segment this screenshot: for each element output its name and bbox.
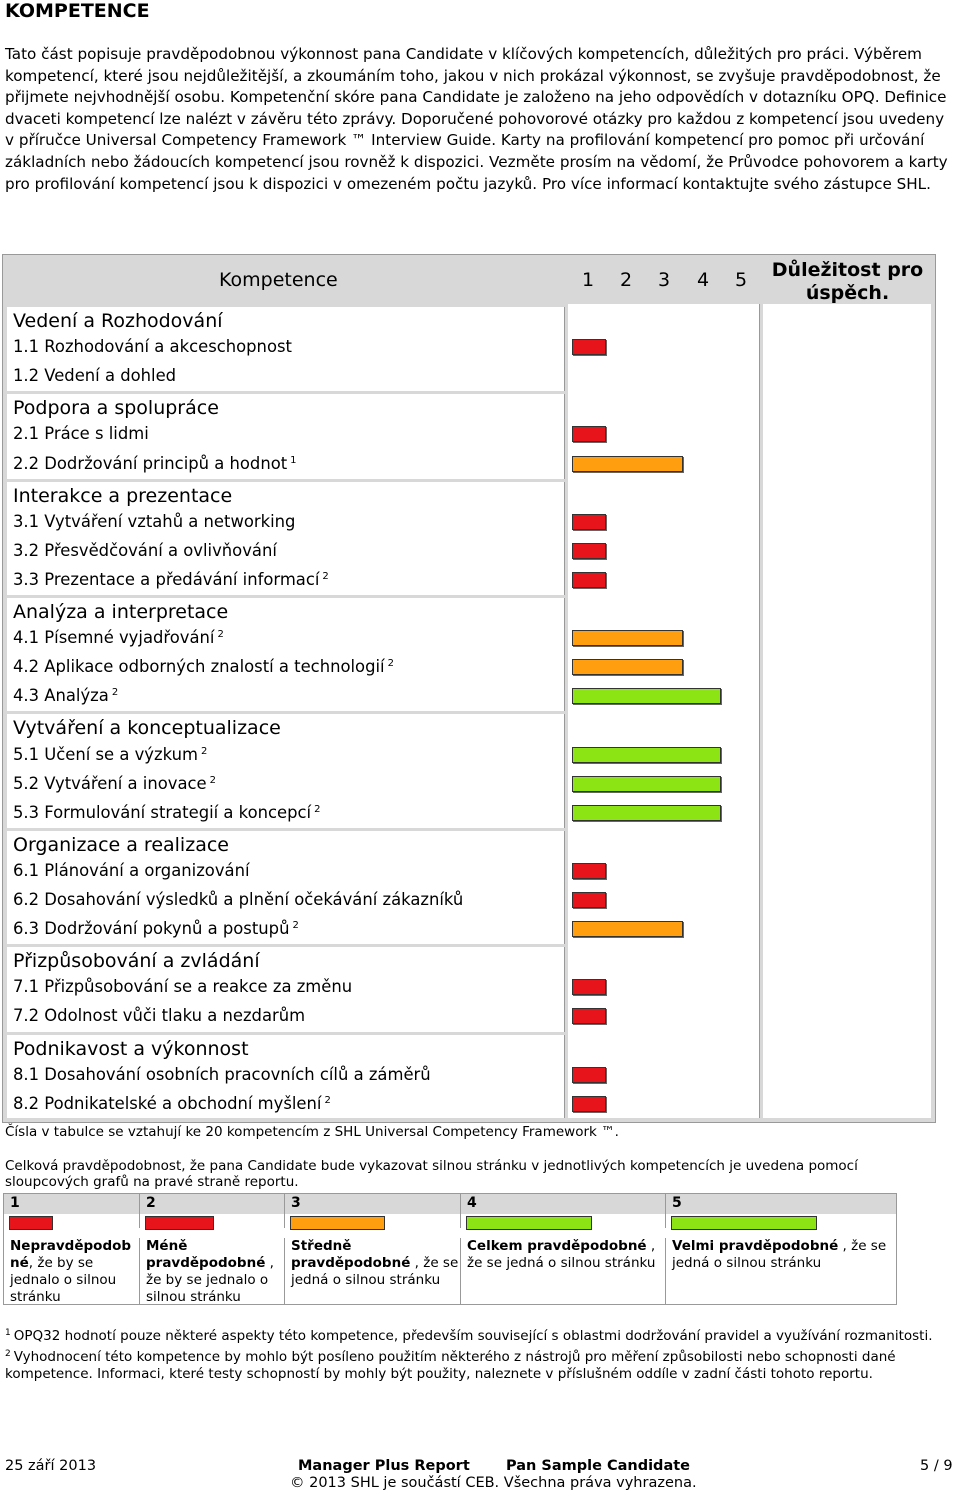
legend-rest: , že by se jednalo o silnou stránku: [146, 1255, 274, 1305]
competency-row: [7, 420, 565, 449]
competency-row: [7, 1090, 565, 1119]
score-bar: [572, 572, 606, 588]
category-row: [7, 595, 565, 624]
competency-table: [2, 254, 936, 1123]
competency-label: 2.2 Dodržování principů a hodnot $^1$: [13, 453, 297, 473]
competency-row: [7, 973, 565, 1002]
footer-page: 5 / 9: [920, 1458, 953, 1474]
footnote-mark: 2: [387, 658, 394, 670]
competency-label: 8.1 Dosahování osobních pracovních cílů a záměrů: [13, 1064, 431, 1084]
category-label: Přizpůsobování a zvládání: [13, 950, 260, 973]
category-label: Organizace a realizace: [13, 833, 229, 856]
footnote-mark: 2: [322, 570, 329, 582]
competency-row: [7, 450, 565, 479]
footnote-2: [5, 1346, 950, 1384]
competency-label: 3.2 Přesvědčování a ovlivňování: [13, 540, 277, 560]
scale-1: 1: [581, 269, 595, 291]
legend-header-2: 2: [140, 1194, 285, 1214]
score-bar: [572, 1096, 606, 1112]
competency-row: [7, 362, 565, 391]
competency-row: [7, 799, 565, 828]
legend-term: Velmi pravděpodobné: [672, 1238, 839, 1254]
legend-description: [4, 1238, 140, 1305]
intro-part-3: Karty na profilování kompetencí pro pomoc při určování základních nebo žádoucích kompetencí jsou rovněž k dispozici. Vezměte prosím na vědomí, že Průvodce pohovorem a karty pro profilování kompetencí jsou k dispozici v omezeném počtu jazyků. Pro více informací kontaktujte svého zástupce SHL.: [5, 131, 948, 193]
competency-row: [7, 537, 565, 566]
scale-5: 5: [734, 269, 748, 291]
competency-row: [7, 508, 565, 537]
legend-term: Celkem pravděpodobné: [467, 1238, 647, 1254]
competency-label: 3.1 Vytváření vztahů a networking: [13, 511, 296, 531]
category-label: Vytváření a konceptualizace: [13, 717, 281, 740]
scale-3: 3: [657, 269, 671, 291]
score-bar: [572, 630, 683, 646]
score-bar: [572, 921, 683, 937]
competency-row: [7, 741, 565, 770]
score-bars: [568, 304, 760, 1118]
legend-bar: [145, 1216, 214, 1230]
footnote-mark-1: 1: [5, 1328, 11, 1338]
legend-rest: , že by se jednalo o silnou stránku: [10, 1255, 117, 1305]
legend-description: [285, 1238, 461, 1305]
footnote-text-1: OPQ32 hodnotí pouze některé aspekty této kompetence, především související s oblastmi dodržování pravidel a využívání rozmanitosti.: [13, 1328, 933, 1344]
competency-label: 2.1 Práce s lidmi: [13, 424, 149, 444]
legend-bar: [9, 1216, 53, 1230]
competency-label: 1.2 Vedení a dohled: [13, 366, 177, 386]
category-row: [7, 944, 565, 973]
legend-header-1: 1: [4, 1194, 140, 1214]
scale-2: 2: [619, 269, 633, 291]
competency-row: [7, 682, 565, 711]
category-row: [7, 304, 565, 333]
legend-description: [666, 1238, 897, 1305]
footnote-text-2: Vyhodnocení této kompetence by mohlo být posíleno použitím některého z nástrojů pro měření způsobilosti nebo schopnosti dané kompetence. Informaci, které testy schopností by mohly být použity, naleznete v příslušném oddíle v zadní části tohoto reportu.: [5, 1348, 896, 1382]
header-importance: Důležitost pro úspěch.: [771, 259, 924, 304]
competency-label: 1.1 Rozhodování a akceschopnost: [13, 337, 292, 357]
score-bar: [572, 659, 683, 675]
intro-part-2: Kompetenční skóre pana Candidate je založeno na jeho odpovědích v dotazníku OPQ. Definice dvaceti kompetencí lze nalézt v závěru této zprávy. Doporučené pohovorové otázky pro každou z kompetencí jsou uvedeny v příručce Universal Competency Framework ™ Interview Guide.: [5, 88, 947, 150]
legend-bar-cell: [666, 1214, 897, 1228]
category-label: Podnikavost a výkonnost: [13, 1037, 249, 1060]
competency-names: [7, 304, 565, 1118]
footnote-mark: 2: [292, 920, 299, 932]
competency-row: [7, 333, 565, 362]
score-bar: [572, 339, 606, 355]
footnote-mark-2: 2: [5, 1348, 11, 1359]
category-row: [7, 479, 565, 508]
importance-column: [763, 304, 931, 1118]
legend-term: Nepravděpodob né: [10, 1238, 132, 1271]
legend-rest: , že se jedná o silnou stránku: [467, 1238, 656, 1271]
page-title: KOMPETENCE: [5, 0, 150, 22]
legend-bar-cell: [140, 1214, 285, 1228]
competency-label: 5.2 Vytváření a inovace $^2$: [13, 773, 216, 793]
legend-header-3: 3: [285, 1194, 461, 1214]
footer-copyright: © 2013 SHL je součástí CEB. Všechna práva vyhrazena.: [290, 1475, 697, 1491]
footer-report: Manager Plus Report: [298, 1458, 470, 1474]
competency-row: [7, 886, 565, 915]
table-footnote: Čísla v tabulce se vztahují ke 20 kompetencím z SHL Universal Competency Framework ™.: [5, 1124, 619, 1140]
legend-bar: [466, 1216, 592, 1230]
competency-label: 7.2 Odolnost vůči tlaku a nezdarům: [13, 1006, 306, 1026]
competency-row: [7, 915, 565, 944]
footer-date: 25 září 2013: [5, 1458, 97, 1474]
competency-label: 4.2 Aplikace odborných znalostí a technologií $^2$: [13, 657, 394, 677]
legend-term: Méně pravděpodobné: [146, 1238, 266, 1271]
footnote-mark: 2: [209, 774, 216, 786]
competency-label: 6.3 Dodržování pokynů a postupů $^2$: [13, 919, 299, 939]
competency-row: [7, 1061, 565, 1090]
competency-label: 5.1 Učení se a výzkum $^2$: [13, 744, 208, 764]
footnote-1: [5, 1325, 950, 1346]
score-bar: [572, 1008, 606, 1024]
legend-intro: Celková pravděpodobnost, že pana Candidate bude vykazovat silnou stránku v jednotlivých kompetencích je uvedena pomocí sloupcových grafů na pravé straně reportu.: [5, 1158, 858, 1190]
footnote-mark: 2: [314, 803, 321, 815]
footer-candidate: Pan Sample Candidate: [506, 1458, 690, 1474]
score-bar: [572, 456, 683, 472]
legend-header-5: 5: [666, 1194, 897, 1214]
competency-row: [7, 624, 565, 653]
legend-bar-cell: [285, 1214, 461, 1228]
table-header: [7, 257, 931, 303]
competency-row: [7, 770, 565, 799]
header-competence: Kompetence: [219, 269, 338, 291]
competency-row: [7, 653, 565, 682]
footnote-mark: 2: [217, 629, 224, 641]
legend-rest: , že se jedná o silnou stránku: [672, 1238, 887, 1271]
competency-row: [7, 857, 565, 886]
footnote-mark: 2: [200, 745, 208, 757]
legend-bar: [290, 1216, 385, 1230]
competency-label: 6.2 Dosahování výsledků a plnění očekávání zákazníků: [13, 890, 464, 909]
footnote-mark: 2: [111, 687, 119, 699]
score-bar: [572, 688, 721, 704]
score-bar: [572, 543, 606, 559]
score-bar: [572, 1067, 606, 1083]
legend-rest: , že se jedná o silnou stránku: [291, 1255, 459, 1288]
intro-paragraph: [5, 44, 953, 195]
score-bar: [572, 863, 606, 879]
legend-term: Středně pravděpodobné: [291, 1238, 411, 1271]
competency-label: 8.2 Podnikatelské a obchodní myšlení $^2$: [13, 1093, 331, 1113]
intro-part-1: Tato část popisuje pravděpodobnou výkonnost pana Candidate v klíčových kompetencích, důležitých pro práci. Výběrem kompetencí, které jsou nejdůležitější, a zkoumáním toho, jakou v nich prokázal výkonnost, se zvyšuje pravděpodobnost, že přijmete nejvhodnější osobu.: [5, 45, 941, 107]
category-label: Analýza a interpretace: [13, 601, 229, 623]
score-bar: [572, 426, 606, 442]
legend-bar: [671, 1216, 817, 1230]
scale-4: 4: [696, 269, 710, 291]
category-row: [7, 711, 565, 740]
legend-bar-cell: [4, 1214, 140, 1228]
score-legend: [3, 1193, 897, 1305]
footnotes: [5, 1325, 950, 1384]
category-row: [7, 828, 565, 857]
category-label: Vedení a Rozhodování: [13, 310, 223, 332]
score-bar: [572, 979, 606, 995]
competency-label: 3.3 Prezentace a předávání informací $^2$: [13, 569, 329, 589]
competency-label: 5.3 Formulování strategií a koncepcí $^2$: [13, 802, 321, 822]
legend-description: [140, 1238, 285, 1305]
category-row: [7, 1032, 565, 1061]
score-bar: [572, 776, 721, 792]
competency-label: 4.1 Písemné vyjadřování $^2$: [13, 628, 224, 648]
legend-header-4: 4: [461, 1194, 666, 1214]
score-bar: [572, 514, 606, 530]
legend-bar-cell: [461, 1214, 666, 1228]
score-bar: [572, 892, 606, 908]
competency-row: [7, 1002, 565, 1031]
competency-label: 4.3 Analýza $^2$: [13, 686, 119, 706]
category-label: Podpora a spolupráce: [13, 397, 219, 420]
legend-description: [461, 1238, 666, 1305]
competency-row: [7, 566, 565, 595]
category-label: Interakce a prezentace: [13, 484, 233, 507]
footnote-mark: 2: [324, 1094, 331, 1106]
score-bar: [572, 805, 721, 821]
footnote-mark: 1: [290, 454, 297, 466]
score-bar: [572, 747, 721, 763]
category-row: [7, 391, 565, 420]
competency-label: 6.1 Plánování a organizování: [13, 860, 250, 880]
competency-label: 7.1 Přizpůsobování se a reakce za změnu: [13, 977, 353, 997]
